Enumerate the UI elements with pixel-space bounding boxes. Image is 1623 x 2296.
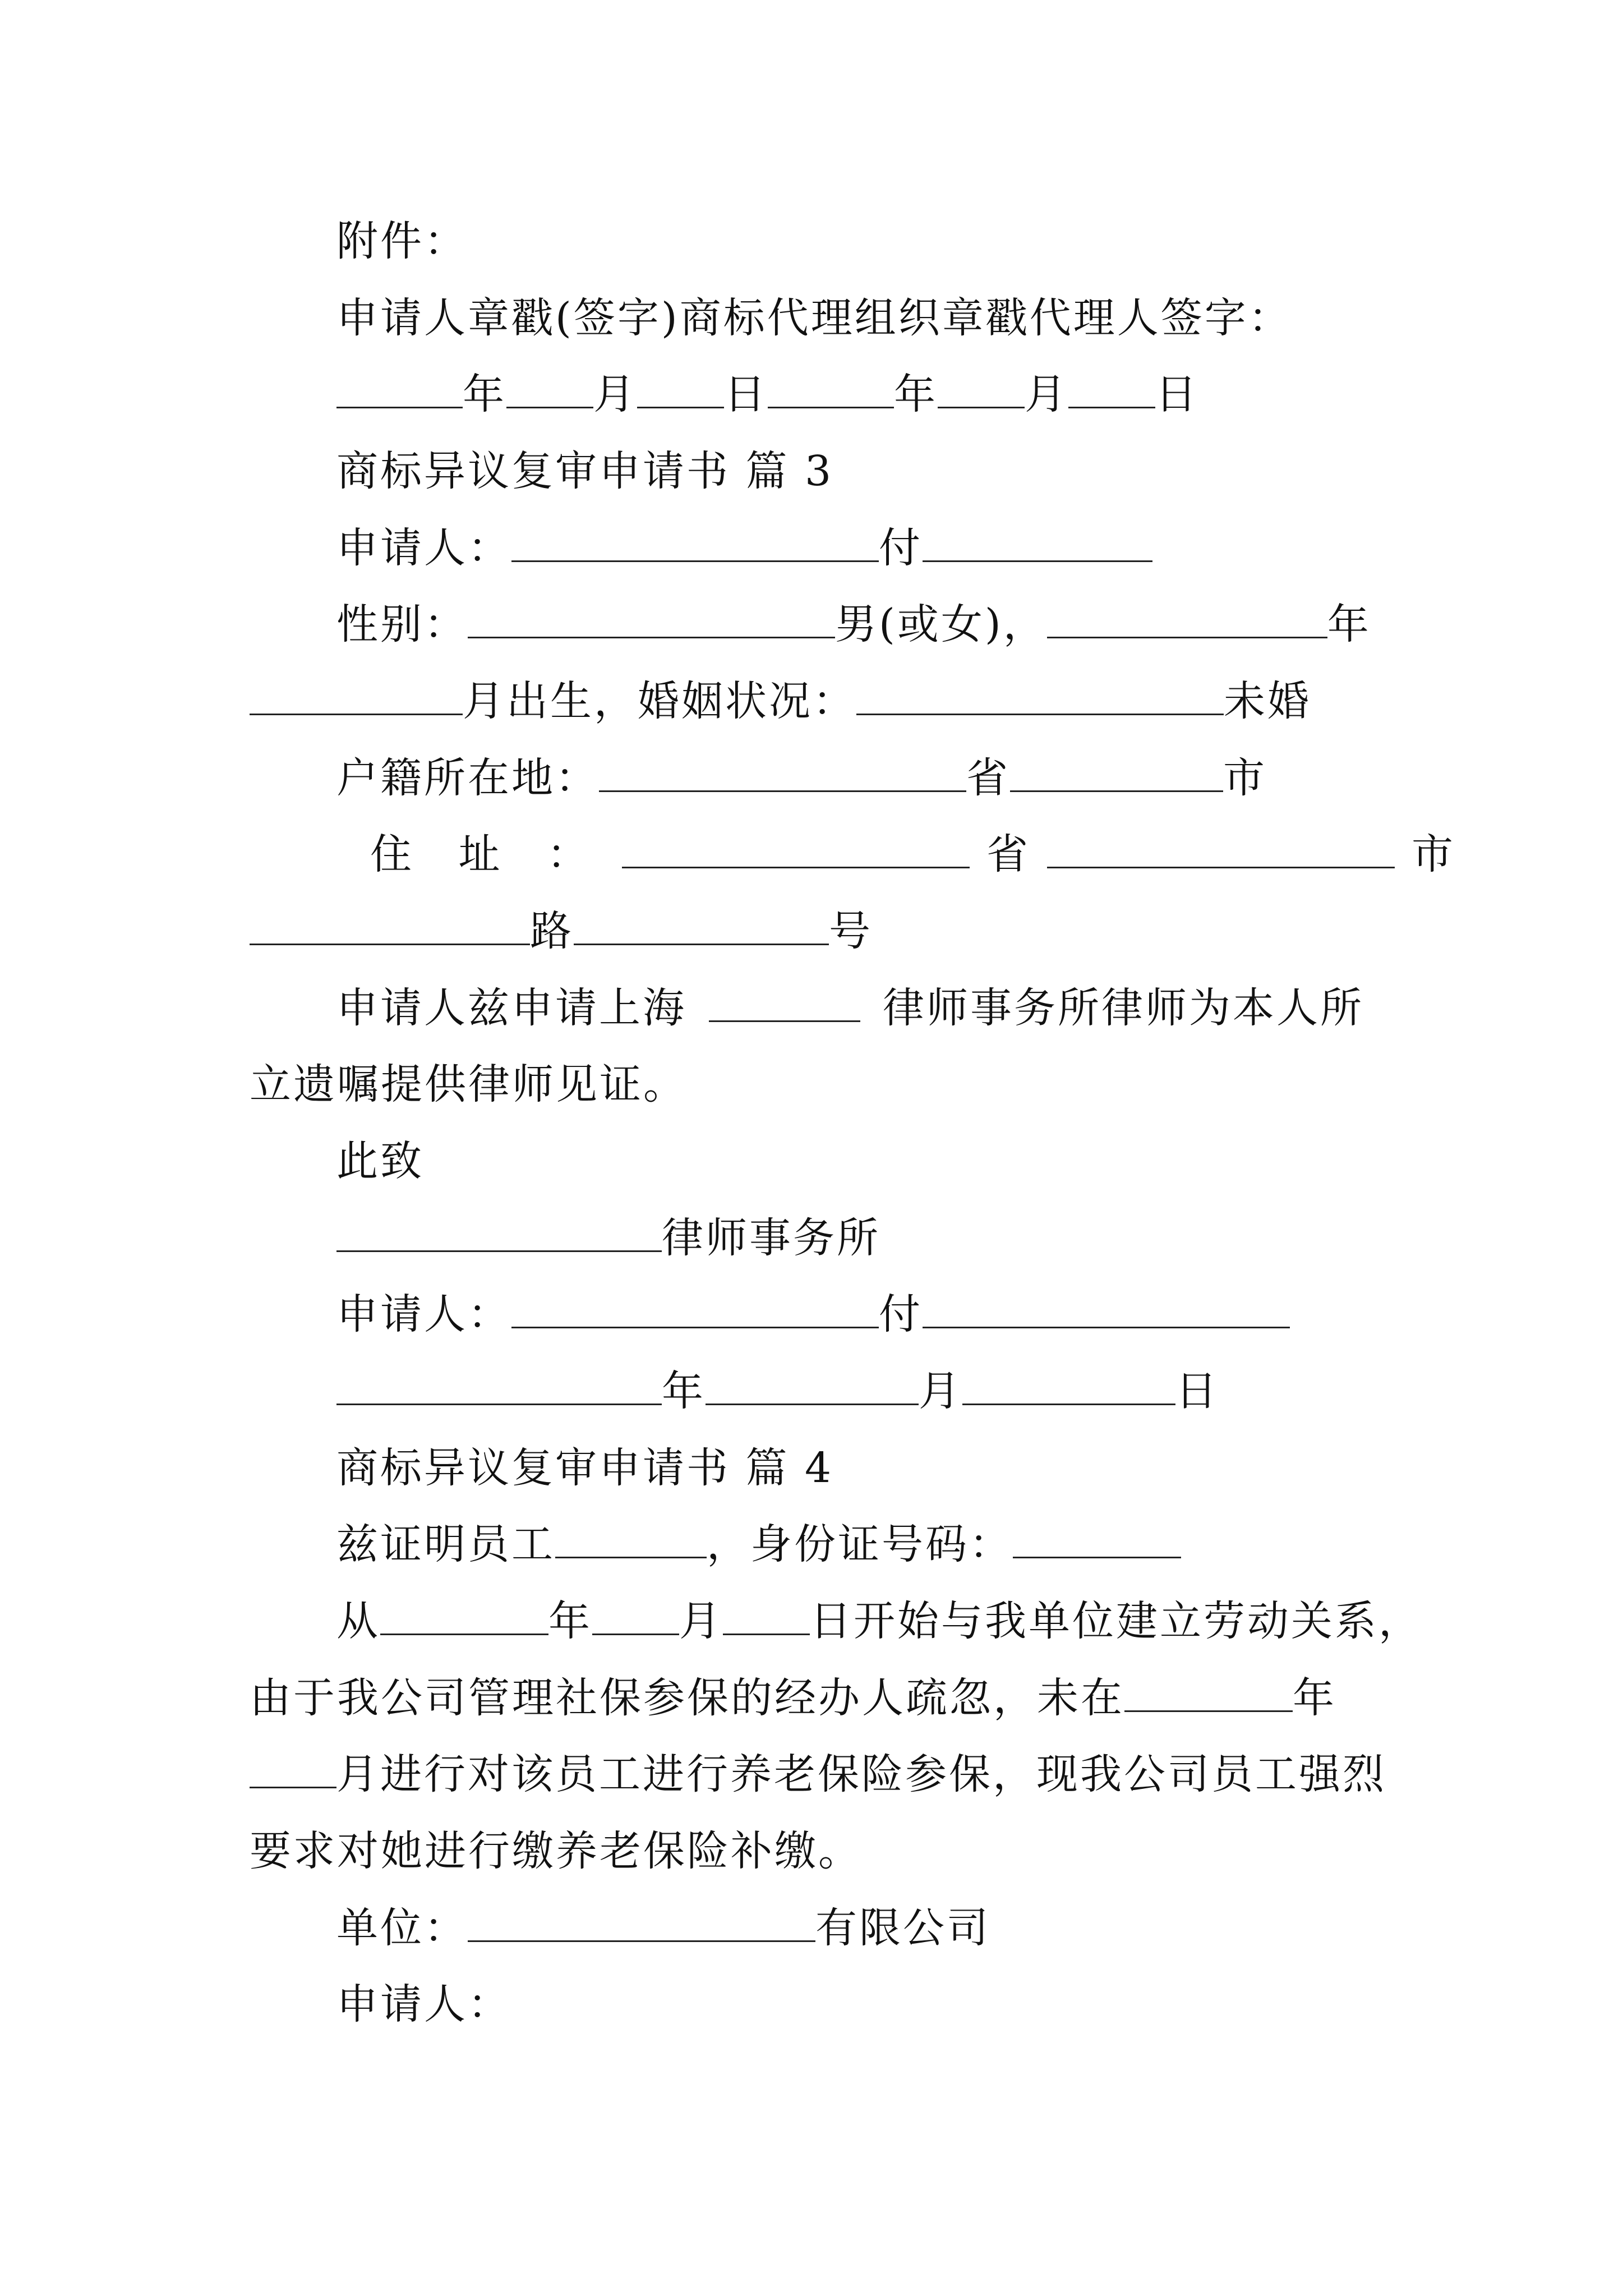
company-line xyxy=(336,1903,990,1953)
blank xyxy=(622,832,970,868)
month-text: 月 xyxy=(593,370,637,418)
blank xyxy=(336,372,463,408)
request-line xyxy=(336,983,1364,1033)
blank xyxy=(468,602,835,638)
day-text: 日 xyxy=(724,370,768,418)
address-line xyxy=(370,829,1455,880)
city-text: 市 xyxy=(1412,830,1456,878)
blank xyxy=(856,679,1224,715)
gender-line xyxy=(336,599,1371,650)
blank xyxy=(336,1216,662,1252)
province-text: 省 xyxy=(966,754,1010,802)
id-number-label: ，身份证号码： xyxy=(707,1520,1013,1568)
blank xyxy=(1124,1676,1293,1712)
from-text: 从 xyxy=(336,1597,380,1645)
blank xyxy=(1047,832,1395,868)
law-firm-line xyxy=(336,1213,880,1263)
blank xyxy=(923,526,1152,562)
household-line xyxy=(336,753,1267,803)
applicant-line xyxy=(336,523,1152,573)
blank xyxy=(723,1599,810,1635)
signature-line: 申请人章戳(签字)商标代理组织章戳代理人签字： xyxy=(336,294,1292,342)
attachment-label: 附件： xyxy=(336,217,468,265)
supplement-line: 要求对她进行缴养老保险补缴。 xyxy=(250,1827,862,1875)
blank xyxy=(336,1369,662,1405)
month-text: 月 xyxy=(919,1367,962,1415)
blank xyxy=(768,372,894,408)
date-line-1 xyxy=(336,369,1199,420)
applicant-label: 申请人： xyxy=(336,1290,511,1338)
household-label: 户籍所在地： xyxy=(336,754,599,802)
blank xyxy=(923,1292,1290,1328)
fu-text: 付 xyxy=(879,524,923,572)
blank xyxy=(506,372,593,408)
relation-text: 日开始与我单位建立劳动关系， xyxy=(810,1597,1422,1645)
blank xyxy=(250,679,463,715)
company-text: 有限公司 xyxy=(815,1904,990,1952)
blank xyxy=(1068,372,1155,408)
blank xyxy=(938,372,1025,408)
birth-line xyxy=(250,676,1311,726)
blank xyxy=(468,1906,815,1942)
blank xyxy=(511,1292,879,1328)
certify-text: 兹证明员工 xyxy=(336,1520,555,1568)
blank xyxy=(555,1522,707,1558)
year-text: 年 xyxy=(894,370,938,418)
negligence-text: 由于我公司管理社保参保的经办人疏忽，未在 xyxy=(250,1674,1124,1722)
pension-line xyxy=(250,1749,1386,1800)
blank xyxy=(574,909,829,945)
blank xyxy=(599,756,966,792)
law-firm-text: 律师事务所 xyxy=(662,1214,880,1262)
year-text: 年 xyxy=(548,1597,592,1645)
blank xyxy=(706,1369,919,1405)
fu-text: 付 xyxy=(879,1290,923,1338)
number-text: 号 xyxy=(829,907,873,955)
pension-text: 月进行对该员工进行养老保险参保，现我公司员工强烈 xyxy=(336,1750,1386,1798)
month-text: 月 xyxy=(1025,370,1068,418)
blank xyxy=(250,909,530,945)
blank xyxy=(250,1752,336,1788)
applicant-label-final: 申请人： xyxy=(336,1980,511,2028)
day-text: 日 xyxy=(1175,1367,1219,1415)
negligence-line xyxy=(250,1673,1336,1723)
applicant-label: 申请人： xyxy=(336,524,511,572)
blank xyxy=(962,1369,1175,1405)
year-text: 年 xyxy=(1293,1674,1336,1722)
date-line-2 xyxy=(336,1366,1219,1416)
birth-text: 月出生，婚姻状况： xyxy=(463,677,856,725)
blank xyxy=(380,1599,548,1635)
year-text: 年 xyxy=(1327,600,1371,648)
gender-text: 男(或女)， xyxy=(835,600,1047,648)
day-text: 日 xyxy=(1155,370,1199,418)
blank xyxy=(1013,1522,1181,1558)
address-label: 住 址 ： xyxy=(370,830,606,878)
blank xyxy=(1047,602,1327,638)
road-text: 路 xyxy=(530,907,574,955)
start-date-line xyxy=(336,1596,1422,1646)
request-line-cont: 立遗嘱提供律师见证。 xyxy=(250,1060,687,1108)
marital-text: 未婚 xyxy=(1224,677,1311,725)
year-text: 年 xyxy=(662,1367,706,1415)
blank xyxy=(1010,756,1223,792)
blank xyxy=(637,372,724,408)
blank xyxy=(511,526,879,562)
certify-line xyxy=(336,1519,1181,1570)
salutation: 此致 xyxy=(336,1137,424,1185)
blank xyxy=(592,1599,679,1635)
blank xyxy=(709,986,860,1022)
applicant-line-2 xyxy=(336,1289,1290,1340)
city-text: 市 xyxy=(1223,754,1267,802)
road-line xyxy=(250,906,873,956)
year-text: 年 xyxy=(463,370,506,418)
request-text: 申请人兹申请上海 xyxy=(336,984,686,1032)
request-text-2: 律师事务所律师为本人所 xyxy=(883,984,1364,1032)
section-heading-4: 商标异议复审申请书 篇 4 xyxy=(336,1444,834,1492)
gender-label: 性别： xyxy=(336,600,468,648)
section-heading-3: 商标异议复审申请书 篇 3 xyxy=(336,447,834,495)
month-text: 月 xyxy=(679,1597,723,1645)
company-label: 单位： xyxy=(336,1904,468,1952)
province-text: 省 xyxy=(986,830,1031,878)
